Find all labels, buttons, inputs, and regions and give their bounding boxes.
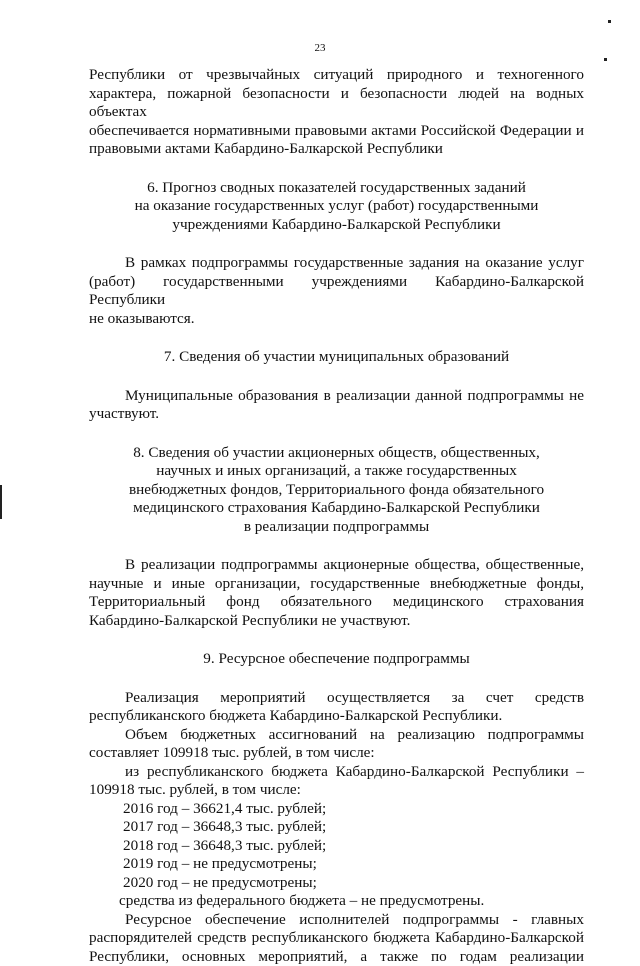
heading-line: на оказание государственных услуг (работ) государственными [89, 197, 584, 216]
budget-year-line: 2016 год – 36621,4 тыс. рублей; [89, 800, 584, 819]
heading-line: в реализации подпрограммы [89, 518, 584, 537]
text-line: научные и иные организации, государственные внебюджетные фонды, [89, 575, 584, 594]
heading-line: научных и иных организаций, а также государственных [89, 462, 584, 481]
paragraph-organizations-participation [89, 556, 584, 630]
budget-year-line: 2020 год – не предусмотрены; [89, 874, 584, 893]
text-line: участвуют. [89, 405, 584, 424]
document-body [89, 66, 584, 966]
section-heading-9 [89, 650, 584, 669]
text-line: (работ) государственными учреждениями Кабардино-Балкарской Республики [89, 273, 584, 310]
paragraph-resource-provision [89, 689, 584, 966]
scan-mark [0, 485, 2, 519]
text-line: не оказываются. [89, 310, 584, 329]
text-line: распорядителей средств республиканского бюджета Кабардино-Балкарской [89, 929, 584, 948]
text-line: обеспечивается нормативными правовыми актами Российской Федерации и [89, 122, 584, 141]
text-line: правовыми актами Кабардино-Балкарской Республики [89, 140, 584, 159]
text-line: Республики от чрезвычайных ситуаций природного и техногенного [89, 66, 584, 85]
section-heading-7 [89, 348, 584, 367]
text-line: 109918 тыс. рублей, в том числе: [89, 781, 584, 800]
heading-line: 8. Сведения об участии акционерных обществ, общественных, [89, 444, 584, 463]
text-line: В реализации подпрограммы акционерные общества, общественные, [89, 556, 584, 575]
text-line: составляет 109918 тыс. рублей, в том числе: [89, 744, 584, 763]
page-number: 23 [0, 42, 640, 54]
heading-line: учреждениями Кабардино-Балкарской Республики [89, 216, 584, 235]
text-line: Муниципальные образования в реализации данной подпрограммы не [89, 387, 584, 406]
paragraph-municipal-participation [89, 387, 584, 424]
text-line: Объем бюджетных ассигнований на реализацию подпрограммы [89, 726, 584, 745]
scan-mark [608, 20, 611, 23]
text-line: Республики, основных мероприятий, а также по годам реализации [89, 948, 584, 966]
heading-line: 7. Сведения об участии муниципальных образований [89, 348, 584, 367]
scan-mark [604, 58, 607, 61]
text-line: Реализация мероприятий осуществляется за счет средств [89, 689, 584, 708]
paragraph-emergency-legal-acts [89, 66, 584, 159]
text-line: В рамках подпрограммы государственные задания на оказание услуг [89, 254, 584, 273]
section-heading-6 [89, 179, 584, 235]
text-line: характера, пожарной безопасности и безопасности людей на водных объектах [89, 85, 584, 122]
text-line: республиканского бюджета Кабардино-Балкарской Республики. [89, 707, 584, 726]
budget-year-line: 2019 год – не предусмотрены; [89, 855, 584, 874]
text-line: из республиканского бюджета Кабардино-Балкарской Республики – [89, 763, 584, 782]
text-line: Ресурсное обеспечение исполнителей подпрограммы - главных [89, 911, 584, 930]
budget-year-line: 2018 год – 36648,3 тыс. рублей; [89, 837, 584, 856]
heading-line: 6. Прогноз сводных показателей государственных заданий [89, 179, 584, 198]
federal-budget-line: средства из федерального бюджета – не предусмотрены. [89, 892, 584, 911]
paragraph-state-assignments [89, 254, 584, 328]
heading-line: внебюджетных фондов, Территориального фонда обязательного [89, 481, 584, 500]
text-line: Кабардино-Балкарской Республики не участвуют. [89, 612, 584, 631]
heading-line: медицинского страхования Кабардино-Балкарской Республики [89, 499, 584, 518]
heading-line: 9. Ресурсное обеспечение подпрограммы [89, 650, 584, 669]
text-line: Территориальный фонд обязательного медицинского страхования [89, 593, 584, 612]
budget-year-line: 2017 год – 36648,3 тыс. рублей; [89, 818, 584, 837]
section-heading-8 [89, 444, 584, 537]
